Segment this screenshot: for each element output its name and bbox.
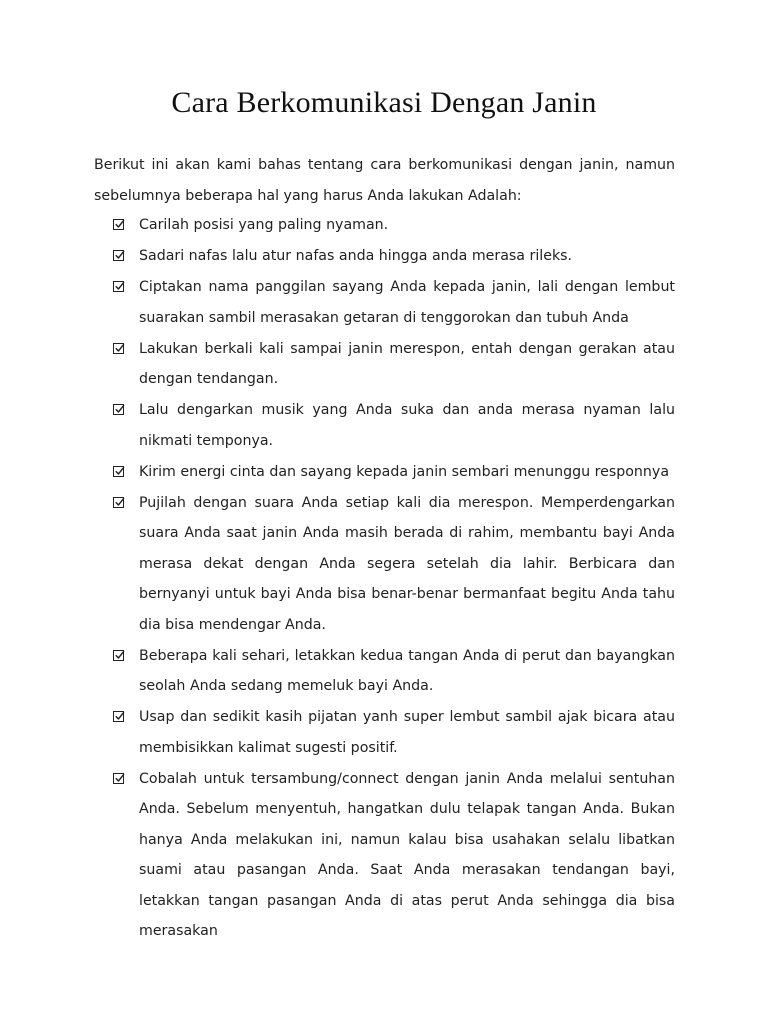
checklist-item-text: Usap dan sedikit kasih pijatan yanh super lembut sambil ajak bicara atau membisikkan kalimat sugesti positif. <box>139 709 675 756</box>
checklist-item <box>113 210 675 241</box>
checklist-item-text: Cobalah untuk tersambung/connect dengan janin Anda melalui sentuhan Anda. Sebelum menyentuh, hangatkan dulu telapak tangan Anda. Bukan hanya Anda melakukan ini, namun kalau bisa usahakan selalu libatkan suami atau pasangan Anda. Saat Anda merasakan tendangan bayi, letakkan tangan pasangan Anda di atas perut Anda sehingga dia bisa merasakan <box>139 770 675 939</box>
checked-box-icon <box>113 466 124 477</box>
checked-box-icon <box>113 650 124 661</box>
checklist-item-text: Beberapa kali sehari, letakkan kedua tangan Anda di perut dan bayangkan seolah Anda sedang memeluk bayi Anda. <box>139 647 675 694</box>
checked-box-icon <box>113 343 124 354</box>
checked-box-icon <box>113 773 124 784</box>
checklist-item <box>113 641 675 702</box>
checklist-item <box>113 457 675 488</box>
checked-box-icon <box>113 711 124 722</box>
checklist-item-text: Pujilah dengan suara Anda setiap kali dia merespon. Memperdengarkan suara Anda saat janin Anda masih berada di rahim, membantu bayi Anda merasa dekat dengan Anda segera setelah dia lahir. Berbicara dan bernyanyi untuk bayi Anda bisa benar-benar bermanfaat begitu Anda tahu dia bisa mendengar Anda. <box>139 494 675 633</box>
checklist-item <box>113 488 675 641</box>
checklist-item <box>113 272 675 333</box>
checked-box-icon <box>113 497 124 508</box>
checklist-item-text: Sadari nafas lalu atur nafas anda hingga anda merasa rileks. <box>139 248 573 264</box>
checklist-item <box>113 334 675 395</box>
checked-box-icon <box>113 281 124 292</box>
checklist-item <box>113 702 675 763</box>
checklist-item-text: Lalu dengarkan musik yang Anda suka dan anda merasa nyaman lalu nikmati temponya. <box>139 402 675 449</box>
checklist-item <box>113 395 675 456</box>
checked-box-icon <box>113 404 124 415</box>
checked-box-icon <box>113 250 124 261</box>
intro-paragraph: Berikut ini akan kami bahas tentang cara berkomunikasi dengan janin, namun sebelumnya beberapa hal yang harus Anda lakukan Adalah: <box>94 157 675 204</box>
document-title: Cara Berkomunikasi Dengan Janin <box>171 86 597 119</box>
checklist-item-text: Kirim energi cinta dan sayang kepada janin sembari menunggu responnya <box>139 463 670 480</box>
checklist <box>113 210 675 947</box>
checklist-item-text: Ciptakan nama panggilan sayang Anda kepada janin, lali dengan lembut suarakan sambil merasakan getaran di tenggorokan dan tubuh Anda <box>139 279 675 326</box>
checked-box-icon <box>113 219 124 230</box>
checklist-item <box>113 764 675 947</box>
checklist-item-text: Carilah posisi yang paling nyaman. <box>139 217 389 233</box>
checklist-item <box>113 241 675 272</box>
checklist-item-text: Lakukan berkali kali sampai janin merespon, entah dengan gerakan atau dengan tendangan. <box>139 340 675 387</box>
